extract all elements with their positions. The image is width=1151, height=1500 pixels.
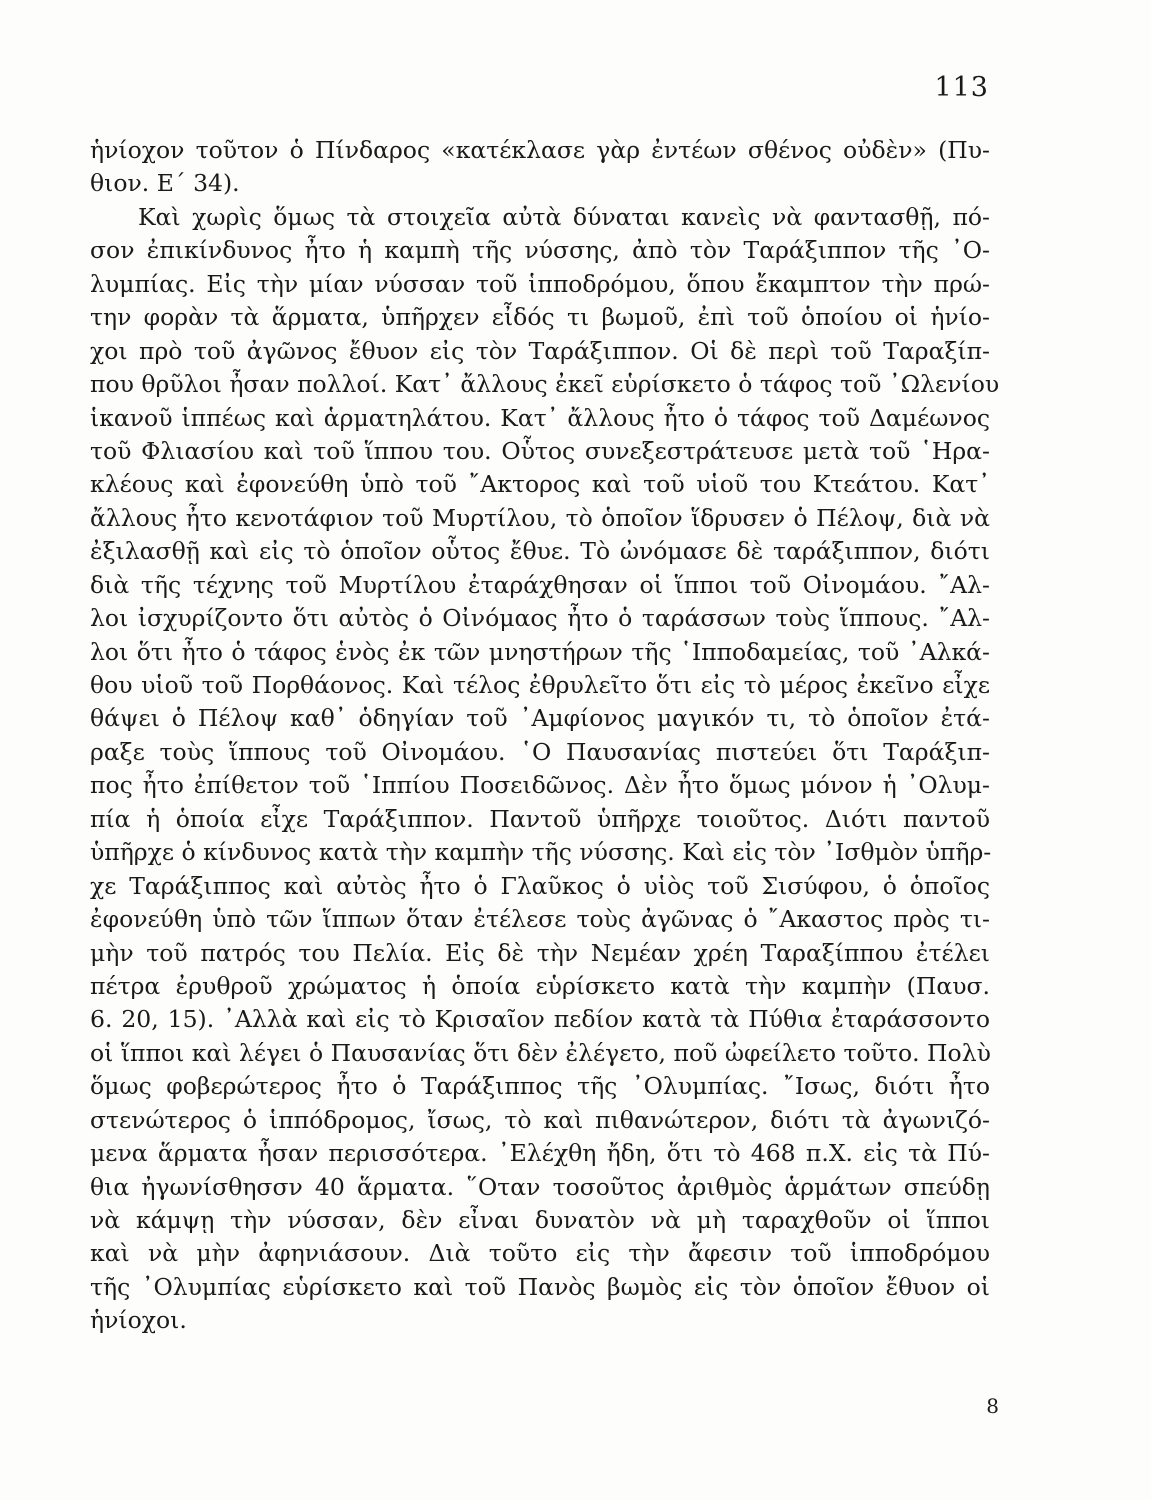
text-line: πία ἡ ὁποία εἶχε Ταράξιππον. Παντοῦ ὑπῆρχε τοιοῦτος. Διότι παντοῦ: [90, 804, 990, 833]
signature-mark: 8: [986, 1394, 999, 1418]
text-line: ἱκανοῦ ἱππέως καὶ ἁρματηλάτου. Κατ᾿ ἄλλους ἦτο ὁ τάφος τοῦ Δαμέωνος: [90, 403, 990, 432]
text-line: τοῦ Φλιασίου καὶ τοῦ ἵππου του. Οὗτος συνεξεστράτευσε μετὰ τοῦ ῾Ηρα-: [90, 436, 990, 465]
text-line: θάψει ὁ Πέλοψ καθ᾿ ὁδηγίαν τοῦ ᾿Αμφίονος μαγικόν τι, τὸ ὁποῖον ἐτά-: [90, 704, 990, 733]
text-line: νὰ κάμψῃ τὴν νύσσαν, δὲν εἶναι δυνατὸν νὰ μὴ ταραχθοῦν οἱ ἵπποι: [90, 1206, 990, 1234]
text-line: ὑπῆρχε ὁ κίνδυνος κατὰ τὴν καμπὴν τῆς νύσσης. Καὶ εἰς τὸν ᾿Ισθμὸν ὑπῆρ-: [90, 838, 992, 867]
text-line: λοι ἰσχυρίζοντο ὅτι αὐτὸς ὁ Οἰνόμαος ἦτο ὁ ταράσσων τοὺς ἵππους. ῎Αλ-: [90, 604, 990, 633]
text-line: ἡνίοχοι.: [90, 1306, 187, 1335]
text-line: ὅμως φοβερώτερος ἦτο ὁ Ταράξιππος τῆς ᾿Ολυμπίας. ῎Ισως, διότι ἦτο: [90, 1072, 990, 1101]
text-line: θια ἠγωνίσθησσν 40 ἅρματα. ῞Οταν τοσοῦτος ἀριθμὸς ἁρμάτων σπεύδῃ: [90, 1172, 990, 1201]
text-line: 6. 20, 15). ᾿Αλλὰ καὶ εἰς τὸ Κρισαῖον πεδίον κατὰ τὰ Πύθια ἐταράσσοντο: [90, 1005, 990, 1034]
text-line: σον ἐπικίνδυνος ἦτο ἡ καμπὴ τῆς νύσσης, ἀπὸ τὸν Ταράξιππον τῆς ᾿Ο-: [90, 236, 990, 265]
text-line: χε Ταράξιππος καὶ αὐτὸς ἦτο ὁ Γλαῦκος ὁ υἱὸς τοῦ Σισύφου, ὁ ὁποῖος: [90, 871, 990, 900]
text-line: μὴν τοῦ πατρός του Πελία. Εἰς δὲ τὴν Νεμέαν χρέη Ταραξίππου ἐτέλει: [90, 938, 990, 967]
text-line: χοι πρὸ τοῦ ἀγῶνος ἔθυον εἰς τὸν Ταράξιππον. Οἱ δὲ περὶ τοῦ Ταραξίπ-: [90, 336, 990, 365]
text-line: θου υἱοῦ τοῦ Πορθάονος. Καὶ τέλος ἐθρυλεῖτο ὅτι εἰς τὸ μέρος ἐκεῖνο εἶχε: [90, 671, 990, 699]
text-line: πέτρα ἐρυθροῦ χρώματος ἡ ὁποία εὑρίσκετο κατὰ τὴν καμπὴν (Παυσ.: [90, 971, 990, 1000]
text-line: που θρῦλοι ἦσαν πολλοί. Κατ᾿ ἄλλους ἐκεῖ εὑρίσκετο ὁ τάφος τοῦ ᾿Ωλενίου: [90, 370, 1000, 399]
text-line: λυμπίας. Εἰς τὴν μίαν νύσσαν τοῦ ἱπποδρόμου, ὅπου ἔκαμπτον τὴν πρώ-: [90, 269, 990, 298]
text-line: καὶ νὰ μὴν ἀφηνιάσουν. Διὰ τοῦτο εἰς τὴν ἄφεσιν τοῦ ἱπποδρόμου: [90, 1239, 990, 1268]
text-line: στενώτερος ὁ ἱππόδρομος, ἴσως, τὸ καὶ πιθανώτερον, διότι τὰ ἀγωνιζό-: [90, 1105, 990, 1134]
text-line: τῆς ᾿Ολυμπίας εὑρίσκετο καὶ τοῦ Πανὸς βωμὸς εἰς τὸν ὁποῖον ἔθυον οἱ: [90, 1272, 990, 1301]
text-line: πος ἦτο ἐπίθετον τοῦ ῾Ιππίου Ποσειδῶνος. Δὲν ἦτο ὅμως μόνον ἡ ᾿Ολυμ-: [90, 771, 990, 800]
text-line: ραξε τοὺς ἵππους τοῦ Οἰνομάου. ῾Ο Παυσανίας πιστεύει ὅτι Ταράξιπ-: [90, 737, 990, 766]
text-line: θιον. Ε΄ 34).: [90, 169, 240, 198]
text-line: διὰ τῆς τέχνης τοῦ Μυρτίλου ἐταράχθησαν οἱ ἵπποι τοῦ Οἰνομάου. ῎Αλ-: [90, 570, 990, 599]
text-line: ἐξιλασθῇ καὶ εἰς τὸ ὁποῖον οὗτος ἔθυε. Τὸ ὠνόμασε δὲ ταράξιππον, διότι: [90, 537, 990, 566]
text-line: ἡνίοχον τοῦτον ὁ Πίνδαρος «κατέκλασε γὰρ ἐντέων σθένος οὐδὲν» (Πυ-: [90, 136, 990, 164]
text-line: ἐφονεύθη ὑπὸ τῶν ἵππων ὅταν ἐτέλεσε τοὺς ἀγῶνας ὁ ῎Ακαστος πρὸς τι-: [90, 905, 990, 934]
text-line: λοι ὅτι ἦτο ὁ τάφος ἑνὸς ἐκ τῶν μνηστήρων τῆς ῾Ιπποδαμείας, τοῦ ᾿Αλκά-: [90, 637, 990, 666]
text-line: οἱ ἵπποι καὶ λέγει ὁ Παυσανίας ὅτι δὲν ἐλέγετο, ποῦ ὠφείλετο τοῦτο. Πολὺ: [90, 1038, 991, 1067]
text-line: μενα ἅρματα ἦσαν περισσότερα. ᾿Ελέχθη ἤδη, ὅτι τὸ 468 π.Χ. εἰς τὰ Πύ-: [90, 1139, 990, 1168]
page-number: 113: [934, 72, 989, 103]
text-line: κλέους καὶ ἐφονεύθη ὑπὸ τοῦ ῎Ακτορος καὶ τοῦ υἱοῦ του Κτεάτου. Κατ᾿: [90, 470, 990, 499]
body-text: [90, 134, 1000, 1338]
text-line: ἄλλους ἦτο κενοτάφιον τοῦ Μυρτίλου, τὸ ὁποῖον ἵδρυσεν ὁ Πέλοψ, διὰ νὰ: [90, 503, 990, 532]
text-line: Καὶ χωρὶς ὅμως τὰ στοιχεῖα αὐτὰ δύναται κανεὶς νὰ φαντασθῇ, πό-: [138, 202, 990, 231]
text-line: την φορὰν τὰ ἅρματα, ὑπῆρχεν εἶδός τι βωμοῦ, ἐπὶ τοῦ ὁποίου οἱ ἡνίο-: [90, 303, 990, 332]
